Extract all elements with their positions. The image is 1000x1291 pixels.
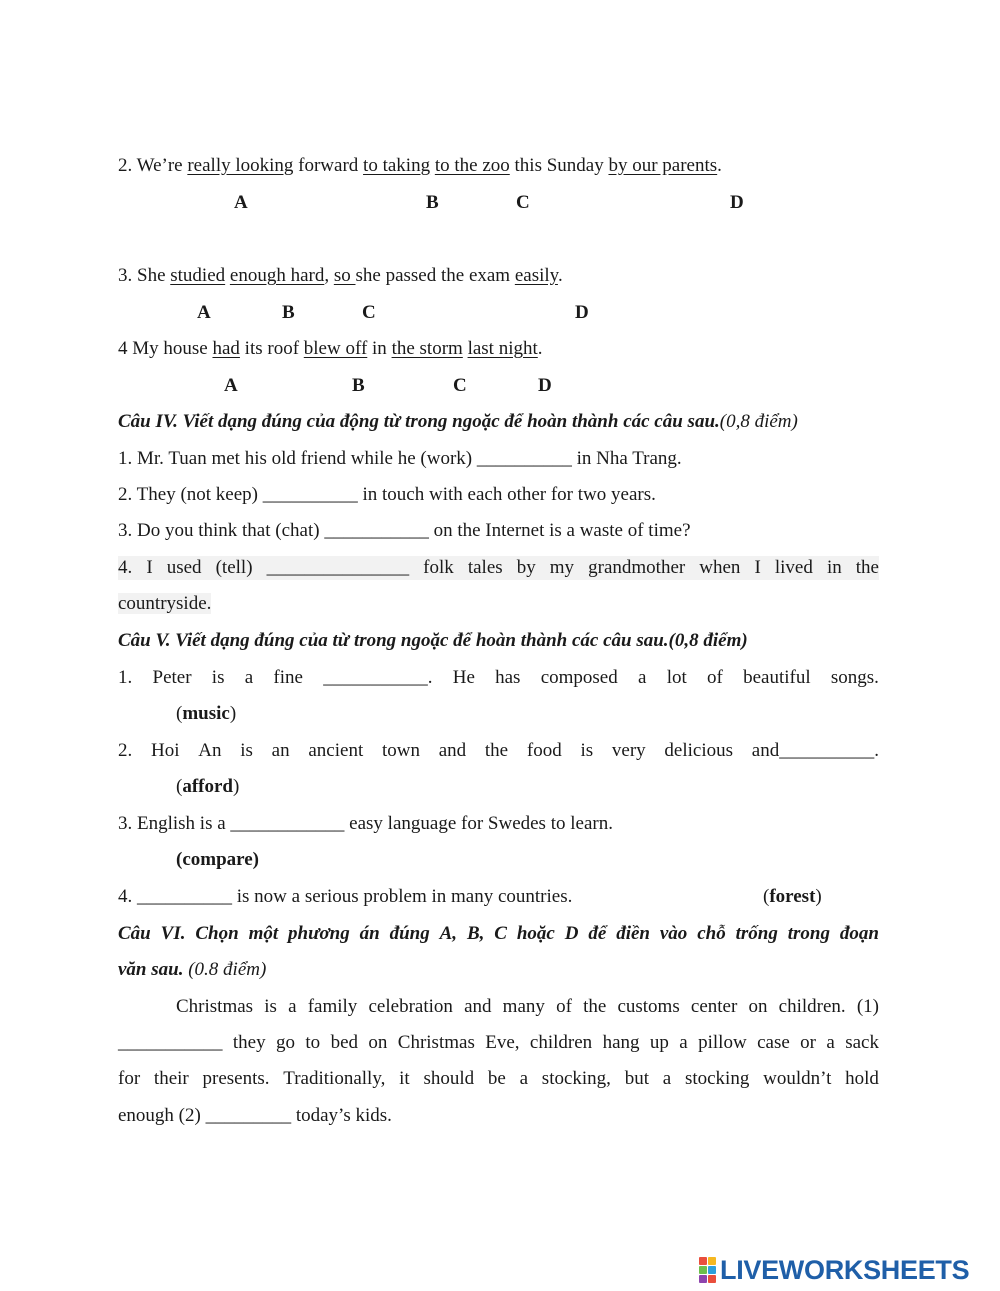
word: Chọn <box>195 923 239 944</box>
word: ancient <box>308 740 364 761</box>
word: town <box>381 740 420 761</box>
q4-text-1: 4 My house <box>118 338 213 359</box>
word: the <box>855 557 879 578</box>
q2-letter-a: A <box>234 192 248 213</box>
passage-line-1 <box>176 995 879 1019</box>
word: _______________ <box>266 557 410 578</box>
word: their <box>153 1068 189 1089</box>
word: fine <box>273 667 303 688</box>
logo-square-2 <box>708 1257 716 1265</box>
word: the <box>583 996 607 1017</box>
section-5-item-2-hint: (afford) <box>176 776 240 797</box>
section-4-item-1: 1. Mr. Tuan met his old friend while he (work) __________ in Nha Trang. <box>118 448 682 469</box>
word: when <box>699 557 741 578</box>
section-4-points: (0,8 điểm) <box>719 411 798 432</box>
word: is <box>211 667 225 688</box>
section-4-item-3: 3. Do you think that (chat) ___________ on the Internet is a waste of time? <box>118 520 691 541</box>
section-6-heading <box>118 922 879 946</box>
word: vào <box>659 923 688 944</box>
word: điền <box>616 923 650 944</box>
word: sack <box>845 1032 879 1053</box>
question-4 <box>118 337 543 361</box>
passage-line-2 <box>118 1031 879 1055</box>
section-4-item-2: 2. They (not keep) __________ in touch with each other for two years. <box>118 484 656 505</box>
word: used <box>166 557 202 578</box>
word: stocking, <box>541 1068 611 1089</box>
q4-text-5: . <box>537 338 543 359</box>
q3-text-1: 3. She <box>118 265 171 286</box>
word: hang <box>602 1032 640 1053</box>
q2-text-5: . <box>717 155 722 176</box>
word: customs <box>617 996 680 1017</box>
q2-text-1: 2. We’re <box>118 155 188 176</box>
word: be <box>487 1068 506 1089</box>
word: but <box>624 1068 649 1089</box>
word: of <box>707 667 723 688</box>
section-4-title: Câu IV. Viết dạng đúng của động từ trong ngoặc để hoàn thành các câu sau. <box>118 411 720 432</box>
section-5-item-4: 4. __________ is now a serious problem in many countries. <box>118 886 573 907</box>
q4-letter-b: B <box>352 375 365 396</box>
word: an <box>271 740 290 761</box>
section-5-heading: Câu V. Viết dạng đúng của từ trong ngoặc để hoàn thành các câu sau.(0,8 điểm) <box>118 630 748 651</box>
word: Peter <box>152 667 192 688</box>
question-2 <box>118 154 722 178</box>
q3-option-c-phrase: so <box>333 265 356 286</box>
word: case <box>757 1032 790 1053</box>
question-3 <box>118 264 563 288</box>
word: a <box>679 1032 688 1053</box>
word: D <box>564 923 579 944</box>
q4-letter-a: A <box>224 375 238 396</box>
q3-letter-d: D <box>575 302 589 323</box>
word: để <box>588 923 607 944</box>
word: trong <box>787 923 830 944</box>
word: a <box>519 1068 529 1089</box>
word: (1) <box>856 996 879 1017</box>
section-5-item-3-hint: (compare) <box>176 849 260 870</box>
word: the <box>484 740 509 761</box>
word: presents. <box>202 1068 270 1089</box>
word: Christmas <box>397 1032 475 1053</box>
word: or <box>800 1032 816 1053</box>
q2-letter-c: C <box>516 192 530 213</box>
section-5-item-2 <box>118 739 879 763</box>
word: I <box>754 557 761 578</box>
section-5-item-3: 3. English is a ____________ easy language for Swedes to learn. <box>118 813 613 834</box>
word: family <box>307 996 358 1017</box>
word: by <box>516 557 536 578</box>
word: and <box>438 740 467 761</box>
word: tales <box>467 557 503 578</box>
word: 2. <box>118 740 133 761</box>
word: center <box>690 996 738 1017</box>
word: and__________. <box>751 740 879 761</box>
word: children. <box>778 996 846 1017</box>
word: is <box>580 740 594 761</box>
word: a <box>288 996 297 1017</box>
word: stocking <box>684 1068 750 1089</box>
q2-option-a-phrase: really looking <box>187 155 294 176</box>
q4-text-2: its roof <box>239 338 304 359</box>
section-5-item-1-hint: (music) <box>176 703 237 724</box>
word: VI. <box>160 923 186 944</box>
word: a <box>638 667 647 688</box>
word: lived <box>774 557 813 578</box>
q3-letter-c: C <box>362 302 376 323</box>
word: An <box>198 740 222 761</box>
word: phương <box>288 923 350 944</box>
word: lot <box>666 667 687 688</box>
word: grandmother <box>588 557 686 578</box>
q3-option-d-phrase: easily <box>514 265 558 286</box>
word: food <box>526 740 562 761</box>
word: đúng <box>389 923 430 944</box>
word: is <box>240 740 253 761</box>
word: ___________ <box>118 1032 223 1053</box>
liveworksheets-logo-icon <box>699 1257 716 1283</box>
section-6-title-end: văn sau. <box>118 959 184 980</box>
word: should <box>423 1068 475 1089</box>
word: Câu <box>118 923 151 944</box>
word: up <box>649 1032 669 1053</box>
word: composed <box>540 667 618 688</box>
word: beautiful <box>743 667 811 688</box>
section-4-item-4 <box>118 556 879 580</box>
word: pillow <box>698 1032 747 1053</box>
liveworksheets-logo-text: LIVEWORKSHEETS <box>720 1254 970 1285</box>
word: C <box>494 923 507 944</box>
q2-text-2: forward <box>293 155 364 176</box>
word: celebration <box>368 996 453 1017</box>
word: is <box>264 996 277 1017</box>
word: (tell) <box>215 557 253 578</box>
liveworksheets-logo <box>699 1256 969 1284</box>
word: đoạn <box>839 923 879 944</box>
q3-option-a-phrase: studied <box>170 265 226 286</box>
word: ___________. <box>323 667 433 688</box>
word: delicious <box>664 740 734 761</box>
q3-option-b-phrase: enough hard <box>229 265 325 286</box>
word: wouldn’t <box>763 1068 832 1089</box>
word: a <box>662 1068 672 1089</box>
word: they <box>232 1032 266 1053</box>
q2-option-c-phrase: to the zoo <box>434 155 510 176</box>
word: He <box>452 667 475 688</box>
word: a <box>826 1032 835 1053</box>
section-5-item-4-hint: (forest) <box>763 886 822 907</box>
word: go <box>276 1032 295 1053</box>
q4-letter-c: C <box>453 375 467 396</box>
word: and <box>464 996 492 1017</box>
q4-option-b-phrase: blew off <box>303 338 368 359</box>
word: it <box>399 1068 410 1089</box>
hint-word-forest: forest <box>769 886 816 907</box>
word: to <box>305 1032 321 1053</box>
passage-line-4: enough (2) _________ today’s kids. <box>118 1105 392 1126</box>
section-4-item-4-continuation: countryside. <box>118 593 212 614</box>
q4-text-3: in <box>367 338 392 359</box>
word: a <box>244 667 254 688</box>
word: bed <box>330 1032 358 1053</box>
word: Traditionally, <box>283 1068 386 1089</box>
word: trống <box>735 923 778 944</box>
q2-letter-d: D <box>730 192 744 213</box>
word: Hoi <box>151 740 180 761</box>
word: I <box>146 557 153 578</box>
logo-square-5 <box>699 1275 707 1283</box>
hint-word-afford: afford <box>182 776 233 797</box>
word: 4. <box>118 557 133 578</box>
q2-text-4: this Sunday <box>509 155 609 176</box>
word: hoặc <box>516 923 555 944</box>
word: Eve, <box>485 1032 520 1053</box>
word: 1. <box>118 667 133 688</box>
passage-line-3 <box>118 1067 879 1091</box>
q3-letter-b: B <box>282 302 295 323</box>
word: B, <box>466 923 485 944</box>
word: for <box>118 1068 141 1089</box>
q4-option-a-phrase: had <box>212 338 240 359</box>
word: A, <box>439 923 458 944</box>
word: in <box>826 557 842 578</box>
q3-text-5: . <box>557 265 563 286</box>
q4-option-d-phrase: last night <box>467 338 538 359</box>
logo-square-1 <box>699 1257 707 1265</box>
word: Christmas <box>176 996 254 1017</box>
word: songs. <box>830 667 879 688</box>
section-5-item-1 <box>118 666 879 690</box>
word: has <box>495 667 521 688</box>
word: children <box>529 1032 593 1053</box>
word: on <box>368 1032 388 1053</box>
section-6-points: (0.8 điểm) <box>183 959 267 980</box>
logo-square-3 <box>699 1266 707 1274</box>
section-4-heading <box>118 410 798 434</box>
q3-text-3: , <box>324 265 334 286</box>
word: many <box>502 996 545 1017</box>
word: of <box>556 996 572 1017</box>
q3-text-4: she passed the exam <box>355 265 515 286</box>
q2-option-b-phrase: to taking <box>363 155 431 176</box>
q4-option-c-phrase: the storm <box>391 338 463 359</box>
q2-option-d-phrase: by our parents <box>608 155 718 176</box>
section-6-heading-line-2 <box>118 958 266 982</box>
q3-letter-a: A <box>197 302 211 323</box>
word: my <box>549 557 575 578</box>
hint-word-music: music <box>182 703 230 724</box>
word: một <box>248 923 279 944</box>
logo-square-6 <box>708 1275 716 1283</box>
q4-letter-d: D <box>538 375 552 396</box>
logo-square-4 <box>708 1266 716 1274</box>
word: án <box>359 923 380 944</box>
word: chỗ <box>697 923 726 944</box>
word: on <box>748 996 768 1017</box>
word: folk <box>423 557 454 578</box>
q2-letter-b: B <box>426 192 439 213</box>
word: very <box>611 740 646 761</box>
word: hold <box>845 1068 879 1089</box>
